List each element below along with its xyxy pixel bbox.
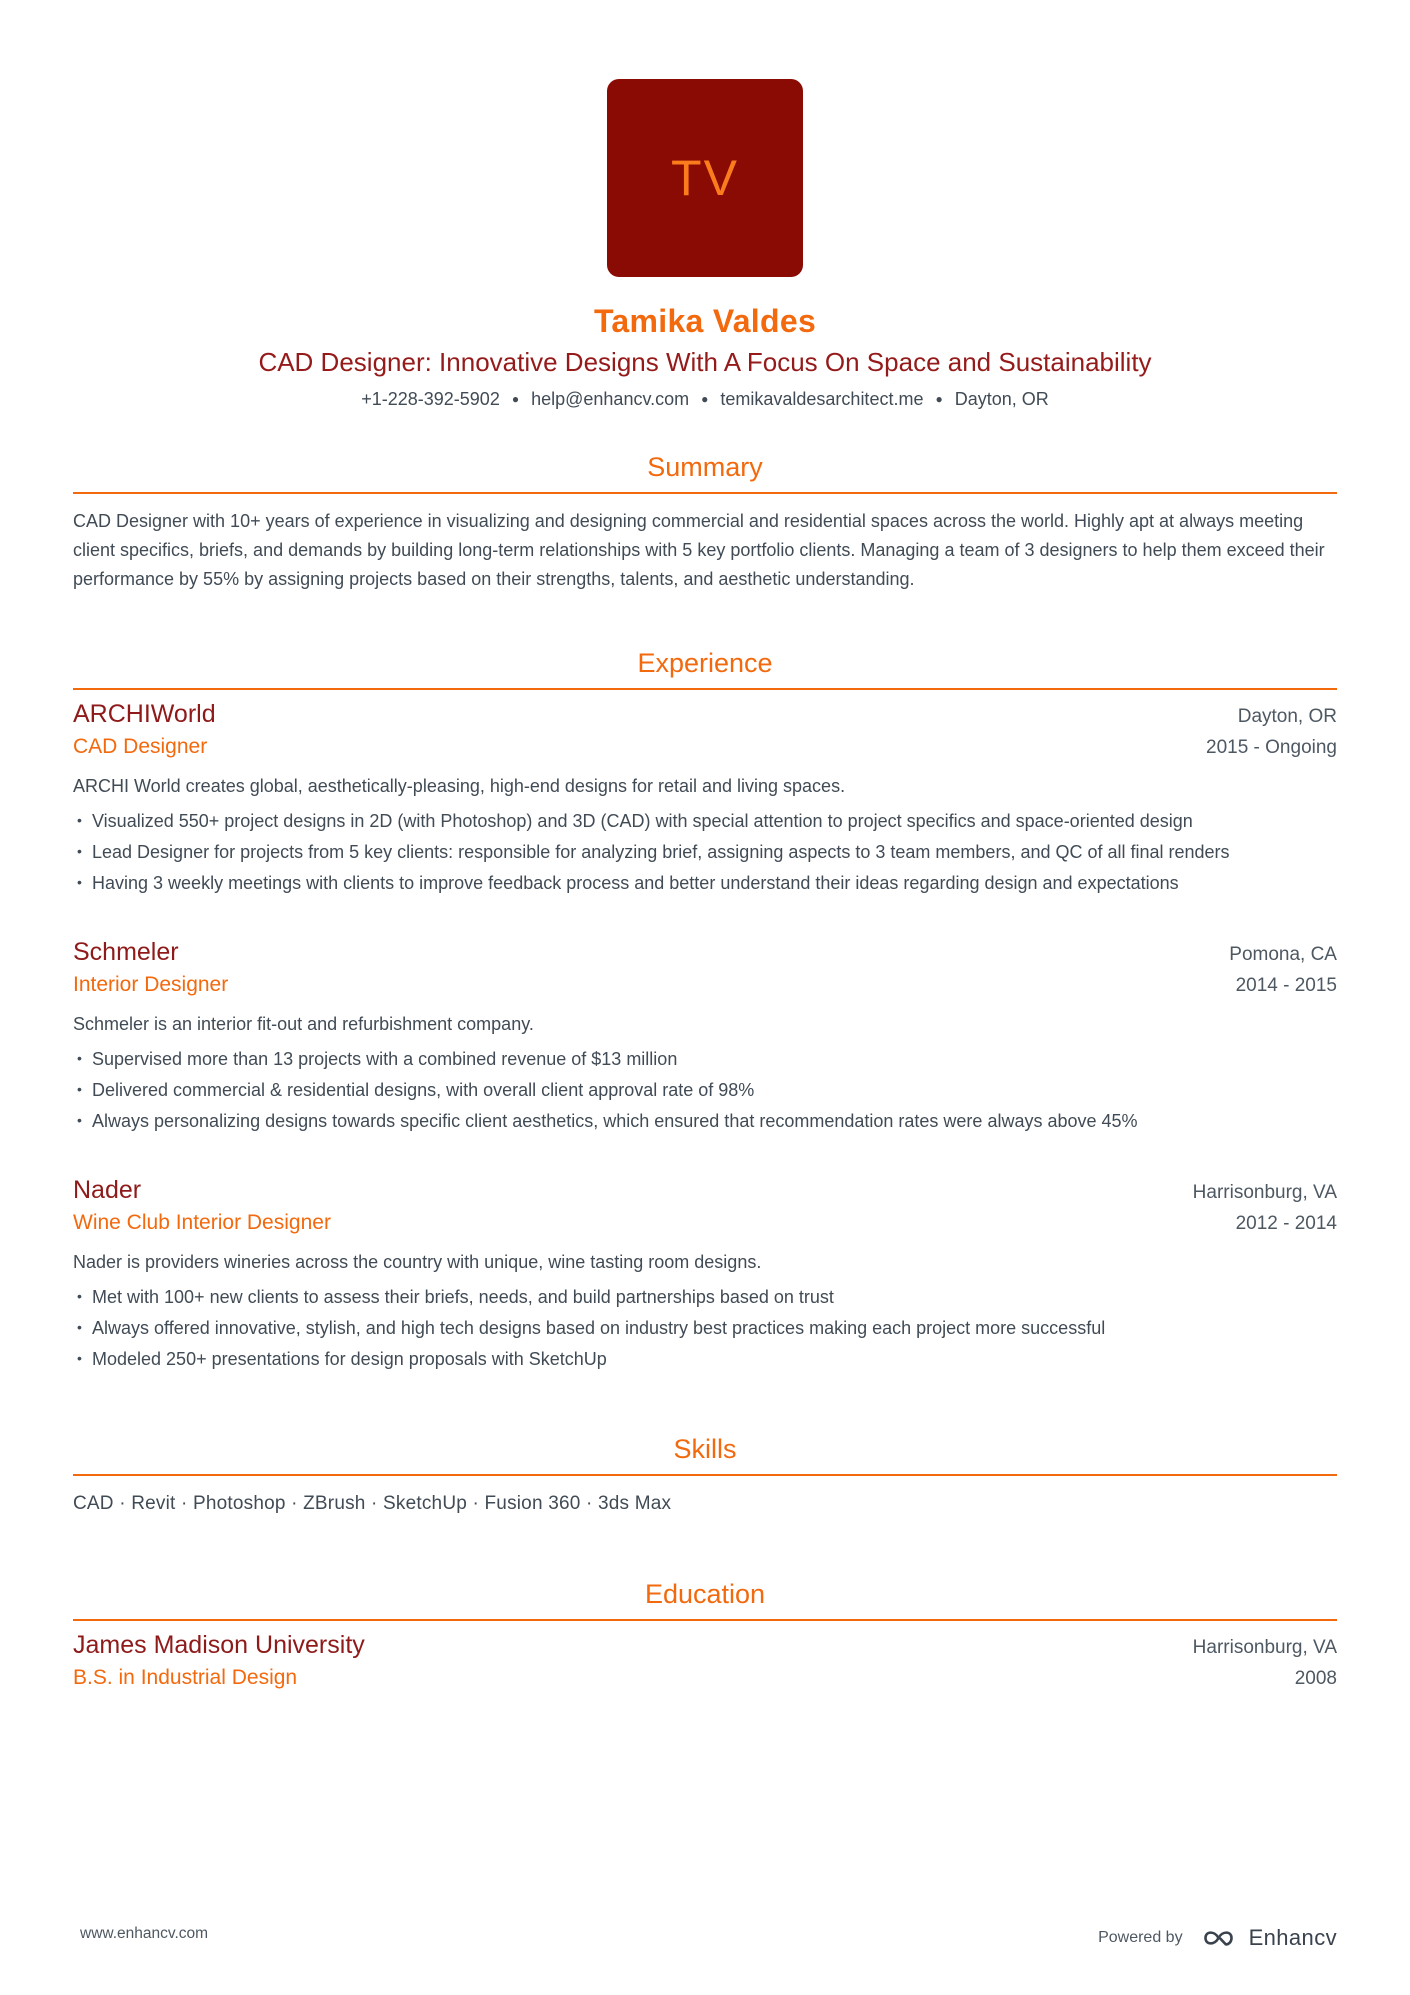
enhancv-wordmark: Enhancv [1248, 1925, 1337, 1950]
entry-role: CAD Designer [73, 735, 208, 758]
section-experience [73, 648, 1337, 1374]
section-education [73, 1579, 1337, 1690]
experience-entry [73, 700, 1337, 898]
experience-entry [73, 1176, 1337, 1374]
contact-separator: ● [701, 392, 709, 406]
bullet-item: • Having 3 weekly meetings with clients to improve feedback process and better understand their ideas regarding design and expectations [73, 869, 1337, 898]
skills-heading: Skills [673, 1434, 737, 1464]
entry-dates: 2015 - Ongoing [1206, 737, 1337, 758]
contact-bar [73, 389, 1337, 410]
entry-dates: 2014 - 2015 [1235, 975, 1337, 996]
entry-description: ARCHI World creates global, aesthetically-pleasing, high-end designs for retail and living spaces. [73, 776, 846, 796]
entry-dates: 2008 [1294, 1668, 1337, 1689]
enhancv-logo-icon [1197, 1923, 1241, 1953]
contact-separator: ● [935, 392, 943, 406]
contact-website-link[interactable]: temikavaldesarchitect.me [720, 389, 924, 409]
entry-role: Interior Designer [73, 973, 229, 996]
entry-location: Pomona, CA [1229, 944, 1337, 965]
entry-location: Dayton, OR [1237, 706, 1337, 727]
contact-email-link[interactable]: help@enhancv.com [531, 389, 690, 409]
entry-bullets [73, 1045, 1337, 1136]
summary-heading: Summary [647, 452, 763, 482]
bullet-item: • Supervised more than 13 projects with a combined revenue of $13 million [73, 1045, 1337, 1074]
headline: CAD Designer: Innovative Designs With A Focus On Space and Sustainability [258, 347, 1152, 377]
bullet-item: • Visualized 550+ project designs in 2D (with Photoshop) and 3D (CAD) with special attention to project specifics and space-oriented design [73, 807, 1337, 836]
degree: B.S. in Industrial Design [73, 1666, 298, 1689]
education-entry [73, 1631, 1337, 1690]
section-summary [73, 452, 1337, 594]
footer-brand-area [1098, 1923, 1337, 1953]
entry-location: Harrisonburg, VA [1192, 1637, 1337, 1658]
avatar-initials: TV [671, 150, 739, 206]
section-divider [73, 1619, 1337, 1621]
company-name: Schmeler [73, 938, 179, 966]
summary-text: CAD Designer with 10+ years of experience in visualizing and designing commercial and residential spaces across the world. Highly apt at always meeting client specifics, briefs, and demands by building long-term relationships with 5 key portfolio clients. Managing a team of 3 designers to help them exceed their performance by 55% by assigning projects based on their strengths, talents, and aesthetic understanding. [73, 511, 1325, 589]
education-heading: Education [644, 1579, 766, 1609]
school-name: James Madison University [73, 1631, 365, 1659]
footer-website-link[interactable]: www.enhancv.com [80, 1925, 209, 1942]
bullet-item: • Always offered innovative, stylish, and high tech designs based on industry best practices making each project more successful [73, 1314, 1337, 1343]
contact-separator: ● [511, 392, 520, 406]
section-skills [73, 1434, 1337, 1515]
contact-location: Dayton, OR [954, 389, 1049, 409]
bullet-item: • Modeled 250+ presentations for design proposals with SketchUp [73, 1345, 1337, 1374]
bullet-item: • Always personalizing designs towards specific client aesthetics, which ensured that recommendation rates were always above 45% [73, 1107, 1337, 1136]
bullet-item: • Delivered commercial & residential designs, with overall client approval rate of 98% [73, 1076, 1337, 1105]
enhancv-brand[interactable] [1197, 1923, 1337, 1953]
entry-dates: 2012 - 2014 [1235, 1213, 1337, 1234]
section-divider [73, 492, 1337, 494]
entry-role: Wine Club Interior Designer [73, 1211, 331, 1234]
skills-list: CAD · Revit · Photoshop · ZBrush · SketchUp · Fusion 360 · 3ds Max [73, 1493, 672, 1514]
entry-location: Harrisonburg, VA [1192, 1182, 1337, 1203]
entry-description: Nader is providers wineries across the country with unique, wine tasting room designs. [73, 1252, 762, 1272]
section-divider [73, 1474, 1337, 1476]
entry-bullets [73, 807, 1337, 898]
person-name: Tamika Valdes [593, 303, 817, 339]
bullet-item: • Lead Designer for projects from 5 key clients: responsible for analyzing brief, assigning aspects to 3 team members, and QC of all final renders [73, 838, 1337, 867]
company-name: ARCHIWorld [73, 700, 216, 728]
powered-by-label: Powered by [1098, 1929, 1183, 1946]
company-name: Nader [73, 1176, 142, 1204]
experience-heading: Experience [637, 648, 773, 678]
bullet-item: • Met with 100+ new clients to assess their briefs, needs, and build partnerships based on trust [73, 1283, 1337, 1312]
entry-bullets [73, 1283, 1337, 1374]
entry-description: Schmeler is an interior fit-out and refurbishment company. [73, 1014, 534, 1034]
contact-phone: +1-228-392-5902 [361, 389, 500, 409]
section-divider [73, 688, 1337, 690]
avatar [607, 79, 803, 277]
experience-entry [73, 938, 1337, 1136]
